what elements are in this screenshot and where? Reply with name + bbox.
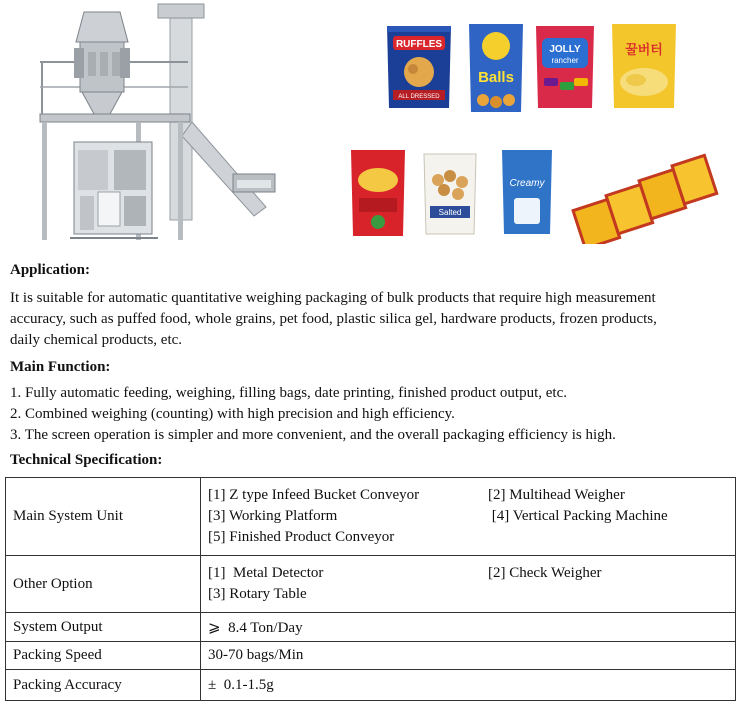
red-snack-bag-image <box>347 146 409 240</box>
other-option-label: Other Option <box>6 556 201 613</box>
balls-brand-text: Balls <box>478 69 514 86</box>
main-unit-item: [3] Working Platform <box>208 508 338 524</box>
rancher-brand-text: rancher <box>551 56 579 65</box>
yellow-wrapped-strip-packs-image <box>568 148 720 244</box>
table-row <box>6 642 736 670</box>
system-output-label: System Output <box>6 613 201 642</box>
packing-speed-label: Packing Speed <box>6 642 201 670</box>
packing-machine-image <box>18 2 284 252</box>
packing-accuracy-value: ± 0.1-1.5g <box>201 670 736 701</box>
main-function-item: 2. Combined weighing (counting) with high precision and high efficiency. <box>10 406 455 422</box>
option-item: [3] Rotary Table <box>208 586 307 602</box>
packing-speed-value: 30-70 bags/Min <box>201 642 736 670</box>
other-option-value <box>201 556 736 613</box>
packing-accuracy-label: Packing Accuracy <box>6 670 201 701</box>
ruffles-sub-text: ALL DRESSED <box>398 94 440 100</box>
table-row <box>6 613 736 642</box>
ruffles-chips-bag-image <box>383 22 455 112</box>
option-item: [2] Check Weigher <box>488 565 602 581</box>
balls-snack-bag-image <box>465 20 527 116</box>
application-line-2: accuracy, such as puffed food, whole grains, pet food, plastic silica gel, hardware products, frozen products, <box>10 311 657 327</box>
table-row <box>6 478 736 556</box>
jolly-rancher-candy-bag-image <box>532 22 598 112</box>
salted-nuts-bag-image <box>420 150 480 238</box>
table-row <box>6 556 736 613</box>
korean-brand-text: 꿀버터 <box>625 43 663 58</box>
main-unit-item: [4] Vertical Packing Machine <box>488 508 668 524</box>
main-system-unit-label: Main System Unit <box>6 478 201 556</box>
main-function-list <box>10 383 736 446</box>
technical-specification-table <box>5 477 736 701</box>
option-item: [1] Metal Detector <box>208 565 324 581</box>
table-row <box>6 670 736 701</box>
ruffles-brand-text: RUFFLES <box>395 39 443 50</box>
jolly-brand-text: JOLLY <box>549 44 581 55</box>
application-heading: Application: <box>10 262 91 278</box>
system-output-value: ⩾ 8.4 Ton/Day <box>201 613 736 642</box>
main-unit-item: [2] Multihead Weigher <box>488 487 625 503</box>
creamy-brand-text: Creamy <box>509 178 545 189</box>
main-function-item: 1. Fully automatic feeding, weighing, filling bags, date printing, finished product output, etc. <box>10 385 567 401</box>
application-line-3: daily chemical products, etc. <box>10 332 183 348</box>
main-function-item: 3. The screen operation is simpler and more convenient, and the overall packaging efficiency is high. <box>10 427 616 443</box>
main-function-heading: Main Function: <box>10 359 111 375</box>
technical-specification-heading: Technical Specification: <box>10 452 163 468</box>
salted-brand-text: Salted <box>438 208 462 217</box>
main-unit-item: [1] Z type Infeed Bucket Conveyor <box>208 487 420 503</box>
creamy-milk-powder-bag-image <box>498 146 556 238</box>
main-unit-item: [5] Finished Product Conveyor <box>208 529 395 545</box>
main-system-unit-value <box>201 478 736 556</box>
korean-snack-bag-image <box>608 20 680 112</box>
application-description <box>10 288 736 351</box>
application-line-1: It is suitable for automatic quantitative weighing packaging of bulk products that require high measurement <box>10 290 656 306</box>
